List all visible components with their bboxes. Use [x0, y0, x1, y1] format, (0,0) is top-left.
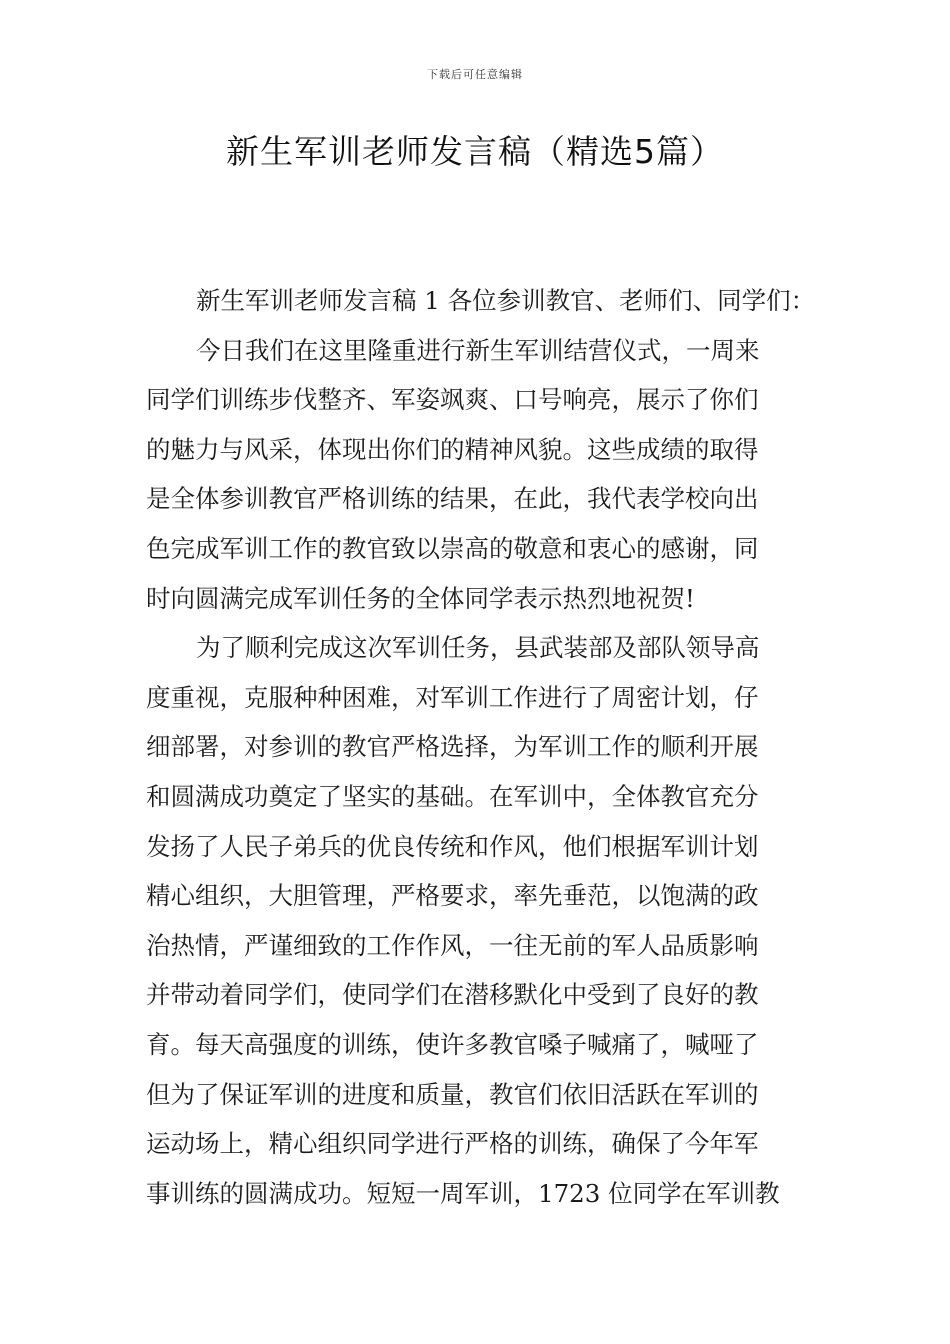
- body-line: 细部署，对参训的教官严格选择，为军训工作的顺利开展: [146, 732, 759, 762]
- body-line: 是全体参训教官严格训练的结果，在此，我代表学校向出: [146, 484, 759, 514]
- body-line: 运动场上，精心组织同学进行严格的训练，确保了今年军: [146, 1129, 759, 1159]
- body-line: 同学们训练步伐整齐、军姿飒爽、口号响亮，展示了你们: [146, 385, 759, 415]
- body-line: 治热情，严谨细致的工作作风，一往无前的军人品质影响: [146, 930, 759, 960]
- body-line: 色完成军训工作的教官致以崇高的敬意和衷心的感谢，同: [146, 533, 759, 563]
- body-line: 发扬了人民子弟兵的优良传统和作风，他们根据军训计划: [146, 831, 759, 861]
- body-line: 新生军训老师发言稿 1 各位参训教官、老师们、同学们：: [196, 286, 816, 315]
- body-line: 但为了保证军训的进度和质量，教官们依旧活跃在军训的: [146, 1079, 759, 1109]
- body-line: 今日我们在这里隆重进行新生军训结营仪式，一周来: [196, 335, 760, 365]
- body-line: 为了顺利完成这次军训任务，县武装部及部队领导高: [196, 633, 760, 663]
- body-line: 事训练的圆满成功。短短一周军训，1723 位同学在军训教: [146, 1178, 780, 1208]
- body-line: 时向圆满完成军训任务的全体同学表示热烈地祝贺!: [146, 583, 695, 613]
- body-line: 的魅力与风采，体现出你们的精神风貌。这些成绩的取得: [146, 434, 759, 464]
- body-line: 并带动着同学们，使同学们在潜移默化中受到了良好的教: [146, 980, 759, 1010]
- body-line: 度重视，克服种种困难，对军训工作进行了周密计划，仔: [146, 682, 759, 712]
- page-title: 新生军训老师发言稿（精选5篇）: [226, 132, 724, 171]
- body-line: 育。每天高强度的训练，使许多教官嗓子喊痛了，喊哑了: [146, 1029, 759, 1059]
- body-line: 和圆满成功奠定了坚实的基础。在军训中，全体教官充分: [146, 781, 759, 811]
- document-body: [146, 276, 816, 1218]
- body-line: 精心组织，大胆管理，严格要求，率先垂范，以饱满的政: [146, 881, 759, 911]
- header-note: 下载后可任意编辑: [427, 68, 523, 81]
